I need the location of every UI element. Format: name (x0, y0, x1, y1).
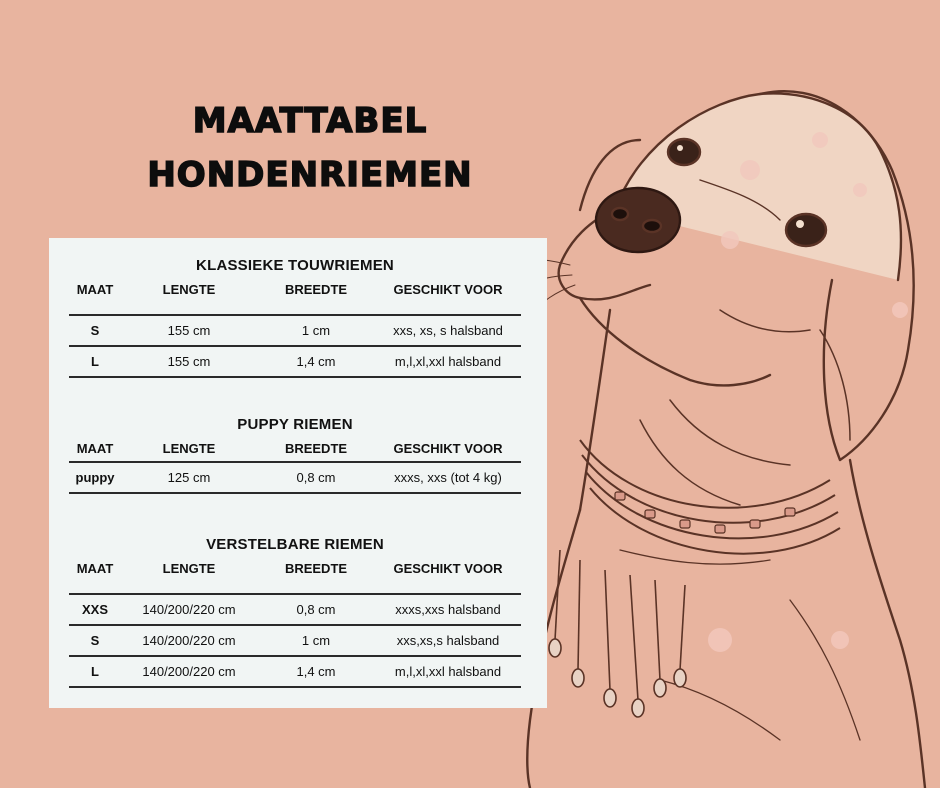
table-header-row (69, 435, 521, 462)
size-table-card (49, 238, 547, 708)
cell-breedte: 1 cm (257, 315, 375, 346)
cell-lengte: 155 cm (121, 315, 257, 346)
section-puppy-riemen (69, 415, 521, 494)
page-title (130, 94, 490, 202)
table-row (69, 315, 521, 346)
size-table (69, 435, 521, 494)
cell-maat: S (69, 625, 121, 656)
cell-breedte: 1,4 cm (257, 346, 375, 377)
header-geschikt: GESCHIKT VOOR (393, 281, 503, 297)
header-lengte: LENGTE (162, 560, 216, 576)
cell-breedte: 1 cm (257, 625, 375, 656)
header-geschikt: GESCHIKT VOOR (393, 560, 503, 576)
table-row (69, 346, 521, 377)
section-title: PUPPY RIEMEN (237, 416, 353, 433)
cell-geschikt: xxs,xs,s halsband (375, 625, 521, 656)
section-title: KLASSIEKE TOUWRIEMEN (196, 257, 394, 274)
header-maat: MAAT (76, 560, 114, 576)
table-row (69, 462, 521, 493)
table-header-row (69, 555, 521, 581)
cell-maat: L (69, 346, 121, 377)
cell-geschikt: m,l,xl,xxl halsband (375, 346, 521, 377)
size-table (69, 276, 521, 378)
table-row (69, 656, 521, 687)
cell-lengte: 155 cm (121, 346, 257, 377)
cell-breedte: 1,4 cm (257, 656, 375, 687)
section-verstelbare-riemen (69, 535, 521, 688)
header-breedte: BREEDTE (284, 281, 348, 297)
size-table (69, 555, 521, 688)
table-header-row (69, 276, 521, 302)
section-title: VERSTELBARE RIEMEN (206, 536, 384, 553)
cell-geschikt: xxs, xs, s halsband (375, 315, 521, 346)
header-maat: MAAT (76, 440, 114, 456)
title-line-2: HONDENRIEMEN (147, 155, 473, 195)
header-breedte: BREEDTE (284, 440, 348, 456)
header-maat: MAAT (76, 281, 114, 297)
cell-breedte: 0,8 cm (257, 462, 375, 493)
cell-lengte: 125 cm (121, 462, 257, 493)
cell-lengte: 140/200/220 cm (121, 625, 257, 656)
table-row (69, 625, 521, 656)
cell-geschikt: m,l,xl,xxl halsband (375, 656, 521, 687)
cell-lengte: 140/200/220 cm (121, 656, 257, 687)
cell-maat: S (69, 315, 121, 346)
section-klassieke-touwriemen (69, 256, 521, 378)
header-geschikt: GESCHIKT VOOR (393, 440, 503, 456)
cell-maat: XXS (69, 594, 121, 625)
cell-lengte: 140/200/220 cm (121, 594, 257, 625)
cell-maat: L (69, 656, 121, 687)
header-breedte: BREEDTE (284, 560, 348, 576)
cell-geschikt: xxxs, xxs (tot 4 kg) (375, 462, 521, 493)
title-line-1: MAATTABEL (192, 101, 428, 141)
header-lengte: LENGTE (162, 281, 216, 297)
header-lengte: LENGTE (162, 440, 216, 456)
dog-illustration (520, 80, 940, 788)
cell-maat: puppy (69, 462, 121, 493)
table-row (69, 594, 521, 625)
cell-geschikt: xxxs,xxs halsband (375, 594, 521, 625)
cell-breedte: 0,8 cm (257, 594, 375, 625)
